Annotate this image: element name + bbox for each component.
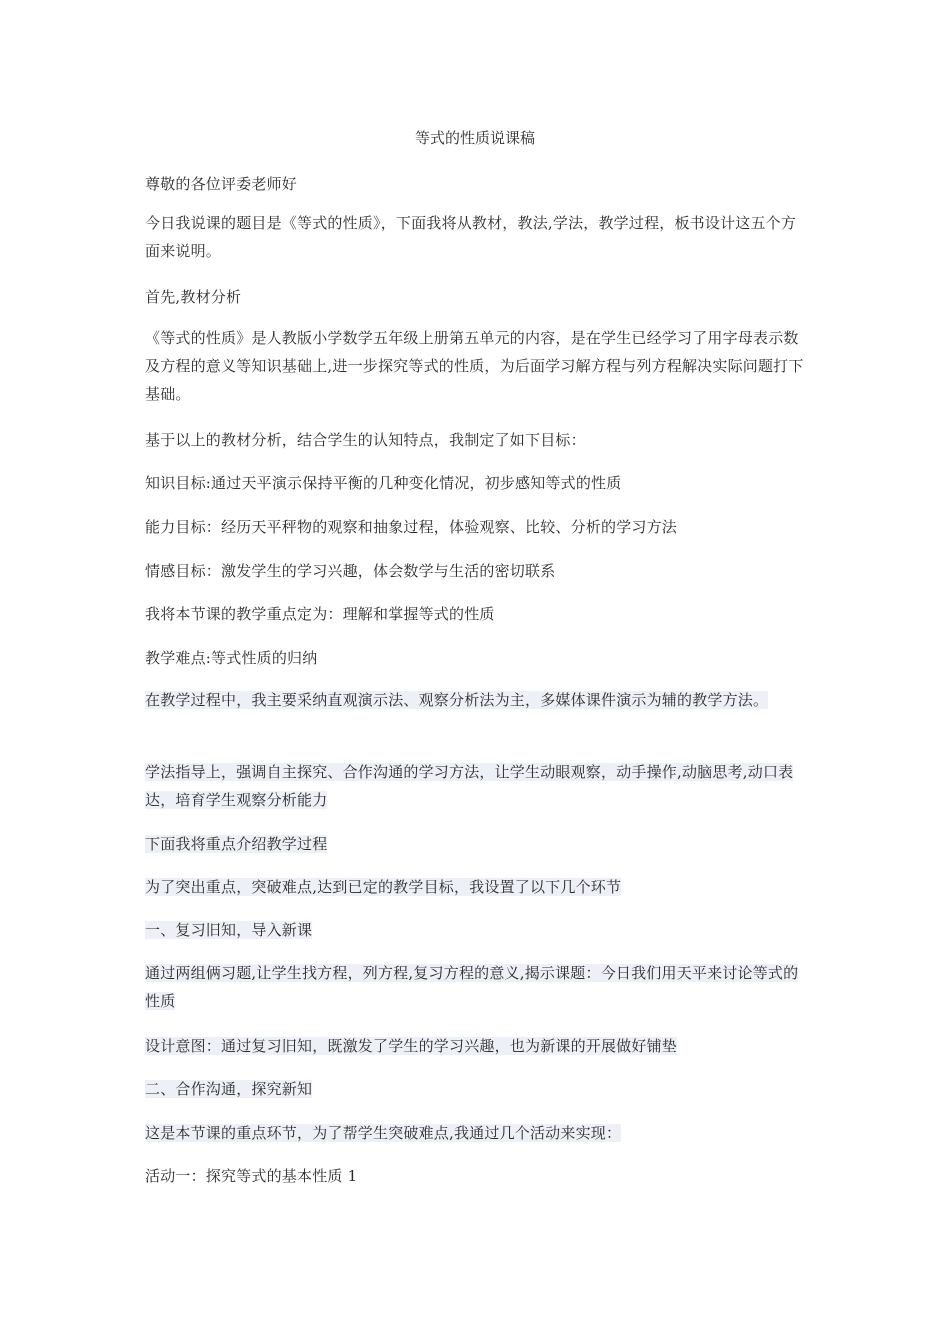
paragraph-process-steps: 为了突出重点，突破难点,达到已定的教学目标，我设置了以下几个环节 (145, 878, 622, 896)
paragraph-design-intent: 设计意图：通过复习旧知，既激发了学生的学习兴趣，也为新课的开展做好铺垫 (145, 1037, 678, 1055)
paragraph-process-intro: 下面我将重点介绍教学过程 (145, 835, 328, 853)
paragraph-step-one-heading: 一、复习旧知，导入新课 (145, 921, 313, 939)
paragraph-step-two-content: 这是本节课的重点环节，为了帮学生突破难点,我通过几个活动来实现： (145, 1124, 622, 1142)
paragraph-intro: 今日我说课的题目是《等式的性质》，下面我将从教材，教法,学法，教学过程，板书设计这五个方面来说明。 (145, 214, 797, 260)
paragraph-step-two-heading: 二、合作沟通，探究新知 (145, 1080, 313, 1098)
paragraph-learning-method: 学法指导上，强调自主探究、合作沟通的学习方法，让学生动眼观察，动手操作,动脑思考,动口表达，培育学生观察分析能力 (145, 763, 794, 809)
paragraph-ability-goal: 能力目标：经历天平秤物的观察和抽象过程，体验观察、比较、分析的学习方法 (145, 518, 678, 536)
paragraph-heading-material: 首先,教材分析 (145, 288, 242, 306)
paragraph-difficulty: 教学难点:等式性质的归纳 (145, 649, 318, 667)
paragraph-greeting: 尊敬的各位评委老师好 (145, 175, 298, 193)
paragraph-teaching-method: 在教学过程中，我主要采纳直观演示法、观察分析法为主，多媒体课件演示为辅的教学方法。 (145, 691, 769, 709)
paragraph-knowledge-goal: 知识目标:通过天平演示保持平衡的几种变化情况，初步感知等式的性质 (145, 474, 622, 492)
paragraph-key-point: 我将本节课的教学重点定为：理解和掌握等式的性质 (145, 605, 495, 623)
paragraph-emotion-goal: 情感目标：激发学生的学习兴趣，体会数学与生活的密切联系 (145, 562, 556, 580)
paragraph-material-analysis: 《等式的性质》是人教版小学数学五年级上册第五单元的内容，是在学生已经学习了用字母表示数及方程的意义等知识基础上,进一步探究等式的性质，为后面学习解方程与列方程解决实际问题打下基础。 (145, 329, 804, 403)
paragraph-step-one-content: 通过两组俩习题,让学生找方程，列方程,复习方程的意义,揭示课题：今日我们用天平来讨论等式的性质 (145, 964, 799, 1010)
paragraph-goals-intro: 基于以上的教材分析，结合学生的认知特点，我制定了如下目标： (145, 431, 586, 449)
document-title: 等式的性质说课稿 (414, 129, 535, 147)
paragraph-activity-one: 活动一：探究等式的基本性质 1 (145, 1167, 358, 1185)
